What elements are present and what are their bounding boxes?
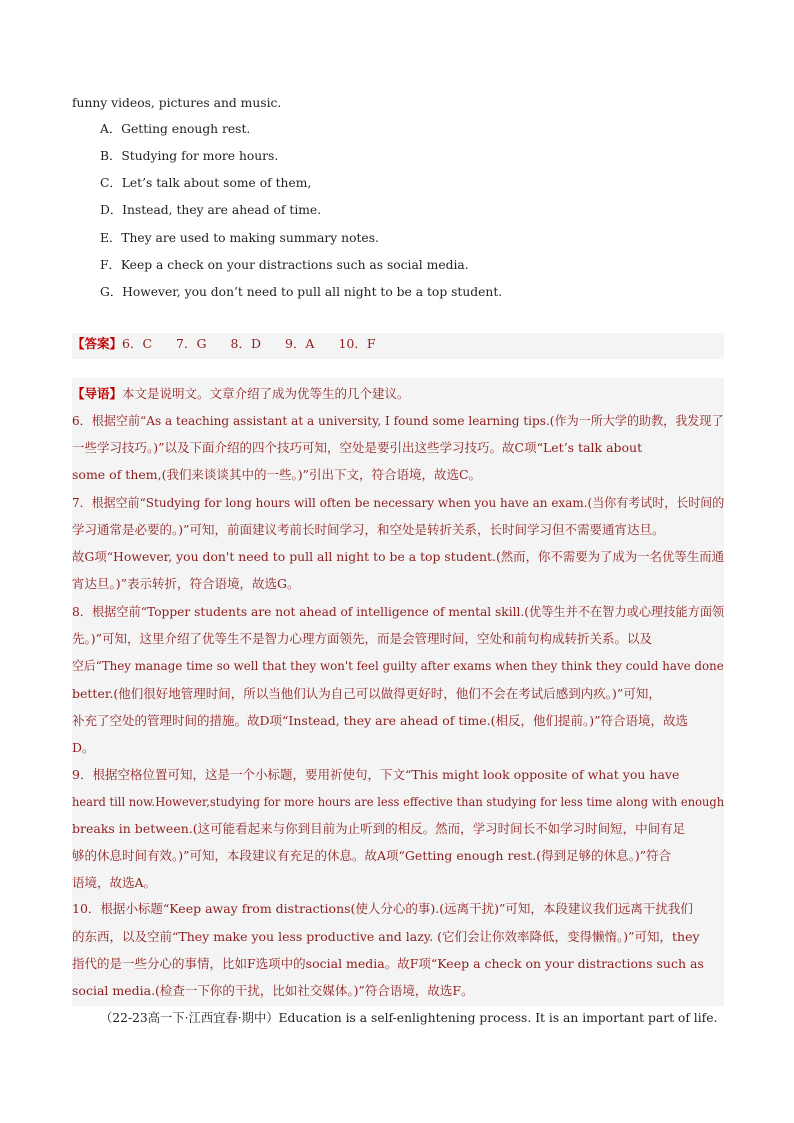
explanation-line: heard till now.However,studying for more hours are less effective than studying for less time along with enough — [72, 794, 725, 809]
explanation-line: 补充了空处的管理时间的措施。故D项“Instead, they are ahead of time.(相反，他们提前。)”符合语境，故选 — [72, 713, 689, 728]
answer-item: 10．F — [338, 336, 376, 351]
explanation-line: 7．根据空前“Studying for long hours will often be necessary when you have an exam.(当你有考试时，长时间的 — [72, 495, 725, 510]
answer-row — [72, 336, 400, 352]
explanation-line: breaks in between.(这可能看起来与你到目前为止听到的相反。然而，学习时间长不如学习时间短，中间有足 — [72, 821, 686, 836]
answer-block — [72, 333, 724, 359]
answer-item: 7．G — [176, 336, 207, 351]
explanation-line: some of them,(我们来谈谈其中的一些。)”引出下文，符合语境，故选C。 — [72, 467, 482, 482]
explanation-line: social media.(检查一下你的干扰，比如社交媒体。)”符合语境，故选F。 — [72, 983, 474, 998]
passage-tail: funny videos, pictures and music. — [72, 96, 282, 110]
next-question-intro: （22-23高一下·江西宜春·期中）Education is a self-enlightening process. It is an important part of life. — [100, 1011, 718, 1025]
explanation-line: 10．根据小标题“Keep away from distractions(使人分心的事).(远离干扰)”可知，本段建议我们远离干扰我们 — [72, 901, 693, 916]
answer-item: 8．D — [230, 336, 261, 351]
answer-label: 【答案】 — [72, 336, 123, 351]
explanation-line: 一些学习技巧。)”以及下面介绍的四个技巧可知，空处是要引出这些学习技巧。故C项“Let’s talk about — [72, 440, 643, 455]
option-a: A．Getting enough rest. — [100, 122, 251, 136]
option-g: G．However, you don’t need to pull all night to be a top student. — [100, 285, 503, 299]
explanation-line: 空后“They manage time so well that they won't feel guilty after exams when they think they could have done — [72, 658, 724, 673]
guide-text: 本文是说明文。文章介绍了成为优等生的几个建议。 — [122, 386, 410, 401]
option-d: D．Instead, they are ahead of time. — [100, 203, 322, 217]
explanation-line: 学习通常是必要的。)”可知，前面建议考前长时间学习，和空处是转折关系，长时间学习但不需要通宵达旦。 — [72, 522, 665, 537]
explanation-line: better.(他们很好地管理时间，所以当他们认为自己可以做得更好时，他们不会在考试后感到内疚。)”可知， — [72, 686, 661, 701]
explanation-line: 故G项“However, you don't need to pull all night to be a top student.(然而，你不需要为了成为一名优等生而通 — [72, 549, 725, 564]
explanation-line: 语境，故选A。 — [72, 875, 157, 890]
explanation-line: 的东西，以及空前“They make you less productive and lazy. (它们会让你效率降低，变得懒惰。)”可知，they — [72, 929, 700, 944]
option-c: C．Let’s talk about some of them, — [100, 176, 312, 190]
explanation-line: D。 — [72, 740, 95, 755]
explanation-line: 6．根据空前“As a teaching assistant at a university, I found some learning tips.(作为一所大学的助教，我发现了 — [72, 413, 724, 428]
explanation-line: 宵达旦。)”表示转折，符合语境，故选G。 — [72, 576, 300, 591]
explanation-line: 8．根据空前“Topper students are not ahead of intelligence of mental skill.(优等生并不在智力或心理技能方面领 — [72, 604, 725, 619]
explanation-line: 够的休息时间有效。)”可知，本段建议有充足的休息。故A项“Getting enough rest.(得到足够的休息。)”符合 — [72, 848, 672, 863]
explanation-line: 先。)”可知，这里介绍了优等生不是智力心理方面领先，而是会管理时间，空处和前句构成转折关系。以及 — [72, 631, 653, 646]
option-b: B．Studying for more hours. — [100, 149, 279, 163]
guide-line — [72, 386, 724, 402]
guide-label: 【导语】 — [72, 386, 123, 401]
answer-item: 9．A — [284, 336, 315, 351]
option-e: E．They are used to making summary notes. — [100, 231, 379, 245]
option-f: F．Keep a check on your distractions such as social media. — [100, 258, 469, 272]
explanation-line: 指代的是一些分心的事情，比如F选项中的social media。故F项“Keep a check on your distractions such as — [72, 956, 704, 971]
answer-item: 6．C — [122, 336, 153, 351]
explanation-line: 9．根据空格位置可知，这是一个小标题，要用祈使句，下文“This might look opposite of what you have — [72, 767, 680, 782]
